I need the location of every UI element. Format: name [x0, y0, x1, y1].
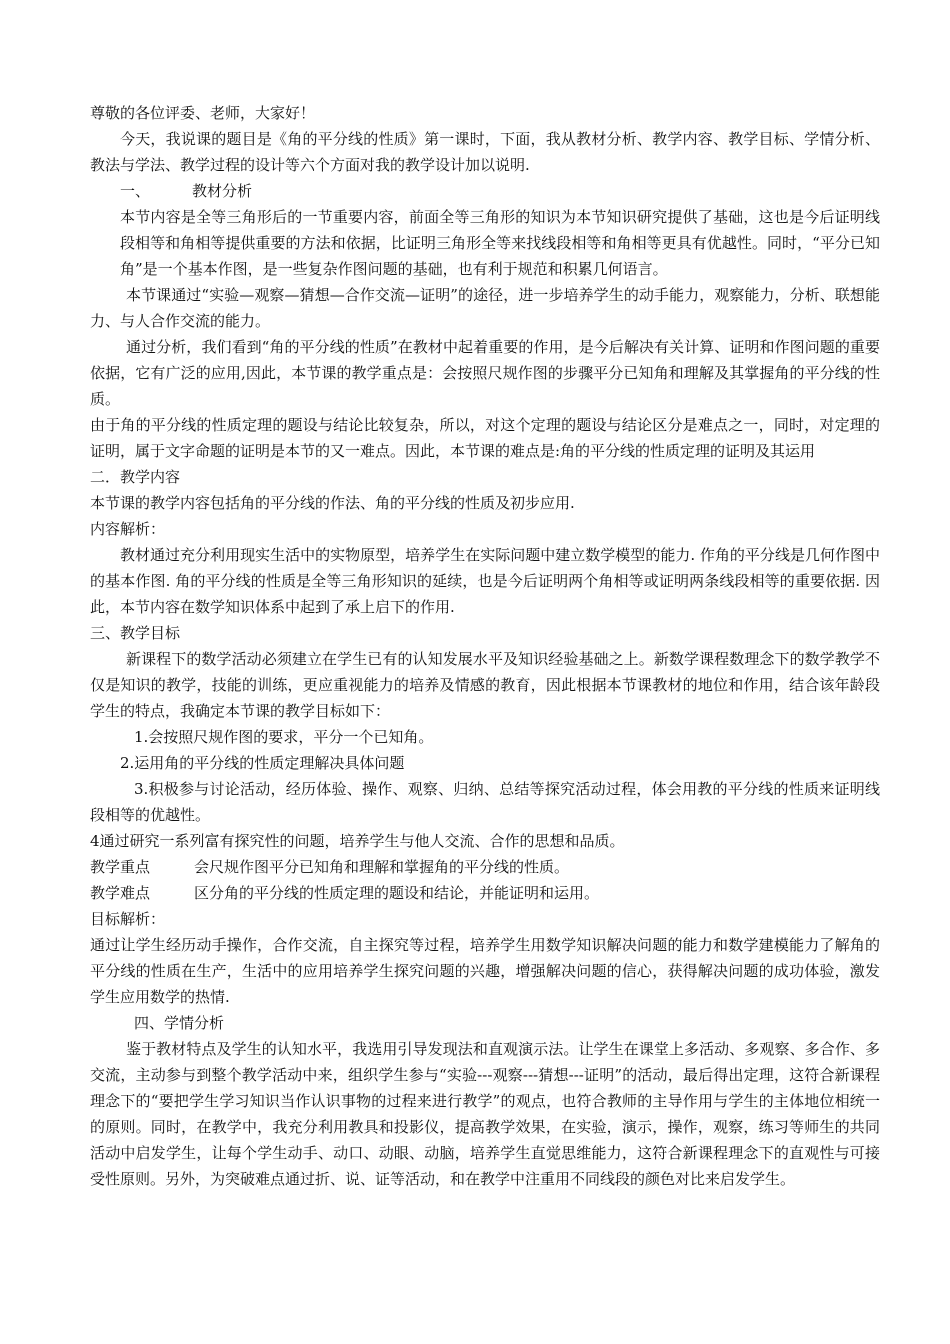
section-1-paragraph-4: 由于角的平分线的性质定理的题设与结论比较复杂，所以，对这个定理的题设与结论区分是难点之一，同时，对定理的证明，属于文字命题的证明是本节的又一难点。因此，本节课的难点是:角的平分线的性质定理的证明及其运用 [90, 416, 880, 460]
section-1-paragraph-3: 通过分析，我们看到“角的平分线的性质”在教材中起着重要的作用，是今后解决有关计算、证明和作图问题的重要依据，它有广泛的应用,因此，本节课的教学重点是：会按照尺规作图的步骤平分已知角和理解及其掌握角的平分线的性质。 [90, 338, 880, 408]
difficulty-label: 教学难点 [90, 884, 151, 902]
section-1-number: 一、 [120, 182, 151, 200]
section-4-paragraph-1: 鉴于教材特点及学生的认知水平，我选用引导发现法和直观演示法。让学生在课堂上多活动、多观察、多合作、多交流，主动参与到整个教学活动中来，组织学生参与“实验---观察---猜想---证明”的活动，最后得出定理，这符合新课程理念下的“要把学生学习知识当作认识事物的过程来进行教学”的观点，也符合教师的主导作用与学生的主体地位相统一的原则。同时，在教学中，我充分利用教具和投影仪，提高教学效果，在实验，演示，操作，观察，练习等师生的共同活动中启发学生，让每个学生动手、动口、动眼、动脑，培养学生直觉思维能力，这符合新课程理念下的直观性与可接受性原则。另外，为突破难点通过折、说、证等活动，和在教学中注重用不同线段的颜色对比来启发学生。 [90, 1040, 880, 1188]
section-1-paragraph-2: 本节课通过“实验—观察—猜想—合作交流—证明”的途径，进一步培养学生的动手能力，观察能力，分析、联想能力、与人合作交流的能力。 [90, 286, 880, 330]
section-2-heading: 二．教学内容 [90, 468, 181, 486]
section-4-heading: 四、学情分析 [134, 1014, 225, 1032]
goal-2: 2.运用角的平分线的性质定理解决具体问题 [120, 754, 405, 772]
section-1-title: 教材分析 [192, 182, 253, 200]
section-3-heading: 三、教学目标 [90, 624, 181, 642]
key-point-row [90, 854, 880, 880]
key-point-text: 会尺规作图平分已知角和理解和掌握角的平分线的性质。 [194, 858, 570, 876]
section-2-paragraph-1: 本节课的教学内容包括角的平分线的作法、角的平分线的性质及初步应用. [90, 494, 575, 512]
difficulty-text: 区分角的平分线的性质定理的题设和结论，并能证明和运用。 [194, 884, 600, 902]
section-1-heading [90, 178, 880, 204]
section-3-paragraph-1: 新课程下的数学活动必须建立在学生已有的认知发展水平及知识经验基础之上。新数学课程数理念下的数学教学不仅是知识的教学，技能的训练，更应重视能力的培养及情感的教育，因此根据本节课教材的地位和作用，结合该年龄段学生的特点，我确定本节课的教学目标如下： [90, 650, 880, 720]
key-point-label: 教学重点 [90, 858, 151, 876]
greeting: 尊敬的各位评委、老师，大家好！ [90, 104, 316, 122]
goal-3: 3.积极参与讨论活动，经历体验、操作、观察、归纳、总结等探究活动过程，体会用教的平分线的性质来证明线段相等的优越性。 [90, 780, 880, 824]
goal-1: 1.会按照尺规作图的要求，平分一个已知角。 [134, 728, 434, 746]
section-2-paragraph-2: 教材通过充分利用现实生活中的实物原型，培养学生在实际问题中建立数学模型的能力. 作角的平分线是几何作图中的基本作图. 角的平分线的性质是全等三角形知识的延续，也是今后证明两个角相等或证明两条线段相等的重要依据. 因此，本节内容在数学知识体系中起到了承上启下的作用. [90, 546, 880, 616]
section-1-paragraph-1: 本节内容是全等三角形后的一节重要内容，前面全等三角形的知识为本节知识研究提供了基础，这也是今后证明线段相等和角相等提供重要的方法和依据，比证明三角形全等来找线段相等和角相等更具有优越性。同时，“平分已知角”是一个基本作图，是一些复杂作图问题的基础，也有利于规范和积累几何语言。 [120, 208, 880, 278]
section-3-paragraph-2: 通过让学生经历动手操作，合作交流，自主探究等过程，培养学生用数学知识解决问题的能力和数学建模能力了解角的平分线的性质在生产，生活中的应用培养学生探究问题的兴趣，增强解决问题的信心，获得解决问题的成功体验，激发学生应用数学的热情. [90, 936, 880, 1006]
section-3-analysis-label: 目标解析： [90, 910, 166, 928]
goal-4: 4通过研究一系列富有探究性的问题，培养学生与他人交流、合作的思想和品质。 [90, 832, 625, 850]
difficulty-row [90, 880, 880, 906]
document-page [90, 100, 880, 1192]
section-2-analysis-label: 内容解析： [90, 520, 166, 538]
intro-paragraph: 今天，我说课的题目是《角的平分线的性质》第一课时，下面，我从教材分析、教学内容、教学目标、学情分析、教法与学法、教学过程的设计等六个方面对我的教学设计加以说明. [90, 130, 880, 174]
